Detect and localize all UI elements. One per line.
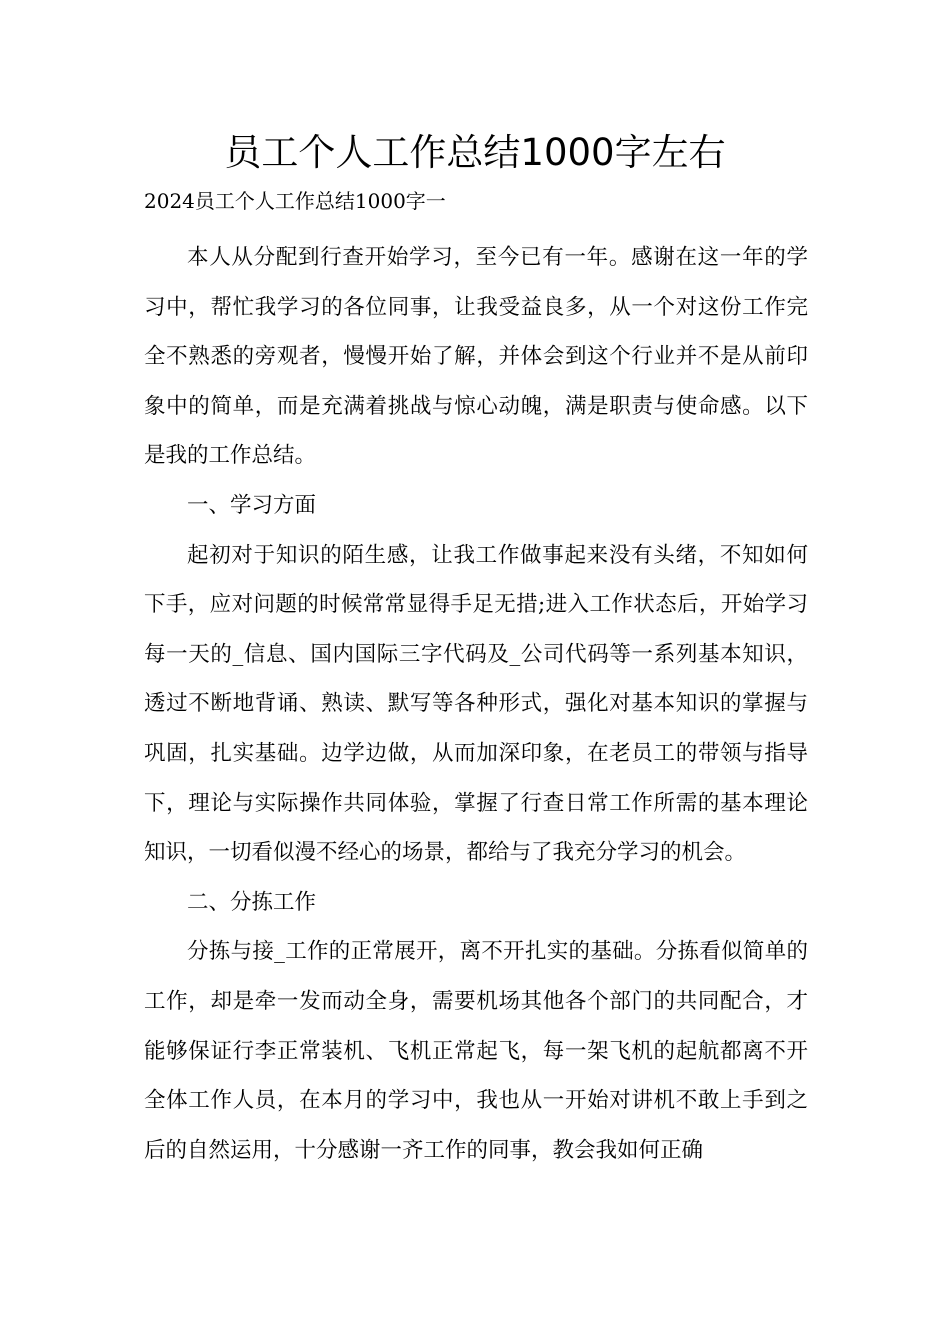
learning-paragraph: 起初对于知识的陌生感，让我工作做事起来没有头绪，不知如何下手，应对问题的时候常常显得手足无措;进入工作状态后，开始学习每一天的_信息、国内国际三字代码及_公司代码等一系列基本知识，透过不断地背诵、熟读、默写等各种形式，强化对基本知识的掌握与巩固，扎实基础。边学边做，从而加深印象，在老员工的带领与指导下，理论与实际操作共同体验，掌握了行查日常工作所需的基本理论知识，一切看似漫不经心的场景，都给与了我充分学习的机会。 bbox=[144, 542, 808, 866]
section-heading-sorting: 二、分拣工作 bbox=[187, 889, 317, 915]
document-body bbox=[144, 233, 808, 1175]
sorting-paragraph: 分拣与接_工作的正常展开，离不开扎实的基础。分拣看似简单的工作，却是牵一发而动全身，需要机场其他各个部门的共同配合，才能够保证行李正常装机、飞机正常起飞，每一架飞机的起航都离不开全体工作人员，在本月的学习中，我也从一开始对讲机不敢上手到之后的自然运用，十分感谢一齐工作的同事，教会我如何正确 bbox=[144, 939, 808, 1163]
document-subtitle: 2024员工个人工作总结1000字一 bbox=[144, 189, 446, 213]
intro-paragraph: 本人从分配到行查开始学习，至今已有一年。感谢在这一年的学习中，帮忙我学习的各位同事，让我受益良多，从一个对这份工作完全不熟悉的旁观者，慢慢开始了解，并体会到这个行业并不是从前印象中的简单，而是充满着挑战与惊心动魄，满是职责与使命感。以下是我的工作总结。 bbox=[144, 245, 808, 469]
section-heading-learning: 一、学习方面 bbox=[187, 492, 317, 518]
document-title: 员工个人工作总结1000字左右 bbox=[224, 131, 726, 174]
